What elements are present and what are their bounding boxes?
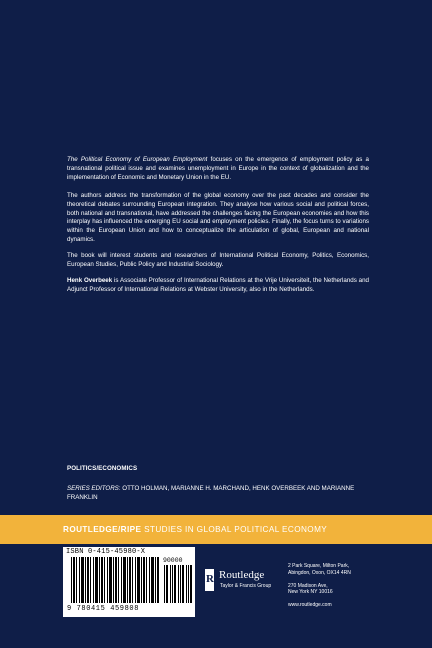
publisher-address — [288, 563, 351, 609]
addon-bars — [164, 565, 192, 603]
address-us-line1: 270 Madison Ave, — [288, 582, 328, 589]
publisher-website: www.routledge.com — [288, 602, 332, 609]
price-code: 90000 — [163, 557, 183, 564]
series-editors-names: : OTTO HOLMAN, MARIANNE H. MARCHAND, HENK OVERBEEK AND MARIANNE FRANKLIN — [67, 485, 355, 501]
description-text: focuses on the emergence of employment policy as a transnational political issue and examines unemployment in Europe in the context of globalization and the implementation of Economic and Monetary Union in the EU. — [67, 156, 369, 181]
series-band — [0, 515, 432, 544]
author-name: Henk Overbeek — [67, 276, 113, 284]
publisher-name: Routledge — [219, 569, 265, 581]
ean-number: 9 780415 459808 — [67, 605, 140, 613]
series-title — [63, 525, 327, 534]
barcode-bars — [71, 557, 160, 603]
blurb-paragraph-authors: The authors address the transformation of the global economy over the past decades and consider the theoretical debates surrounding European integration. They analyse how various social and political forces, both national and transnational, have addressed the challenges facing the European economies and how this interplay has influenced the emerging EU social and employment policies. Finally, the focus turns to variations within the European Union and how to conceptualize the articulation of global, European and national dynamics. — [67, 191, 369, 244]
series-editors — [67, 484, 367, 502]
address-us-line2: New York NY 10016 — [288, 589, 333, 596]
subject-category: POLITICS/ECONOMICS — [67, 465, 138, 472]
publisher-group: Taylor & Francis Group — [220, 583, 272, 589]
book-title: The Political Economy of European Employment — [67, 156, 208, 163]
blurb — [67, 156, 369, 302]
address-uk-line1: 2 Park Square, Milton Park, — [288, 563, 350, 569]
address-uk-line2: Abingdon, Oxon, OX14 4RN — [288, 569, 351, 576]
blurb-paragraph-description — [67, 156, 369, 183]
routledge-logo-icon — [205, 569, 214, 591]
blurb-paragraph-audience: The book will interest students and researchers of International Political Economy, Politics, Economics, European Studies, Public Policy and Industrial Sociology. — [67, 252, 369, 269]
author-bio: is Associate Professor of International Relations at the Vrije Universiteit, the Netherlands and Adjunct Professor of International Relations at Webster University, also in the Netherlands. — [67, 276, 369, 293]
blurb-paragraph-bio — [67, 277, 369, 295]
isbn-text: ISBN 0-415-45980-X — [66, 548, 146, 556]
series-name: STUDIES IN GLOBAL POLITICAL ECONOMY — [141, 525, 328, 534]
series-editors-label: SERIES EDITORS — [67, 485, 119, 492]
isbn-barcode — [63, 547, 195, 617]
logo-letter: R — [206, 573, 214, 585]
series-imprint: ROUTLEDGE/RIPE — [63, 525, 142, 534]
